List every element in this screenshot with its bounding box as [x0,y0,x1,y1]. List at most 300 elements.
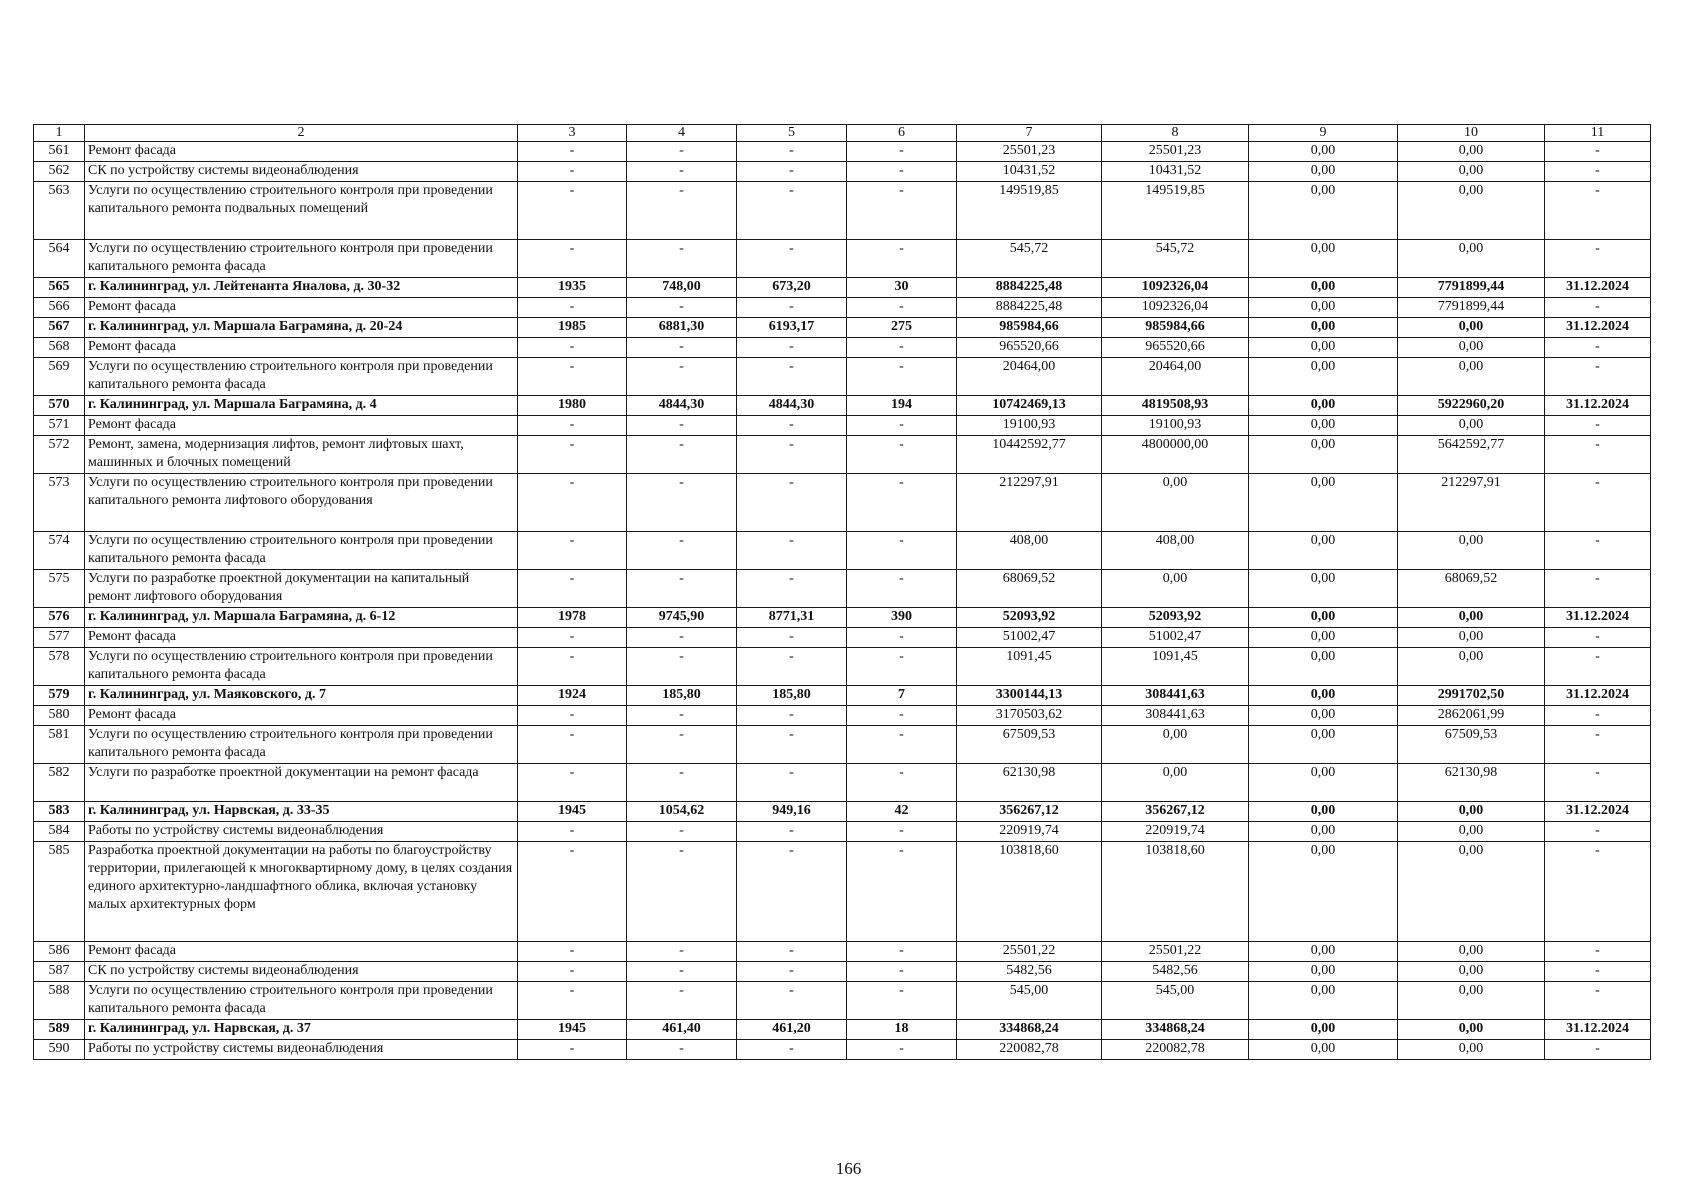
table-row [34,648,1651,686]
value-cell: - [737,182,847,240]
value-cell: 0,00 [1398,822,1545,842]
row-number-cell: 589 [34,1020,85,1040]
value-cell: 275 [847,318,957,338]
value-cell: - [518,142,627,162]
value-cell: - [1545,982,1651,1020]
value-cell: 408,00 [1102,532,1249,570]
row-number-cell: 563 [34,182,85,240]
table-row [34,1020,1651,1040]
description-cell: Работы по устройству системы видеонаблюдения [85,1040,518,1060]
value-cell: - [737,338,847,358]
value-cell: 42 [847,802,957,822]
value-cell: - [1545,416,1651,436]
value-cell: 3170503,62 [957,706,1102,726]
table-row [34,982,1651,1020]
value-cell: - [737,298,847,318]
description-cell: Услуги по осуществлению строительного контроля при проведении капитального ремонта подвальных помещений [85,182,518,240]
value-cell: 10431,52 [957,162,1102,182]
row-number-cell: 570 [34,396,85,416]
value-cell: 0,00 [1249,570,1398,608]
value-cell: 0,00 [1398,628,1545,648]
page-number: 166 [835,1159,862,1178]
value-cell: 0,00 [1249,474,1398,532]
row-number-cell: 561 [34,142,85,162]
value-cell: - [518,338,627,358]
value-cell: 194 [847,396,957,416]
value-cell: 5482,56 [957,962,1102,982]
value-cell: - [847,764,957,802]
value-cell: - [1545,648,1651,686]
value-cell: 0,00 [1249,416,1398,436]
value-cell: 31.12.2024 [1545,278,1651,298]
value-cell: - [518,532,627,570]
row-number-cell: 576 [34,608,85,628]
value-cell: - [518,436,627,474]
description-cell: Услуги по осуществлению строительного контроля при проведении капитального ремонта фасада [85,648,518,686]
value-cell: - [627,982,737,1020]
value-cell: 0,00 [1398,142,1545,162]
value-cell: 4844,30 [627,396,737,416]
value-cell: - [847,358,957,396]
header-cell: 4 [627,125,737,142]
value-cell: - [627,706,737,726]
value-cell: 0,00 [1249,532,1398,570]
value-cell: 748,00 [627,278,737,298]
table-row [34,570,1651,608]
table-row [34,162,1651,182]
value-cell: 220082,78 [1102,1040,1249,1060]
description-cell: г. Калининград, ул. Маяковского, д. 7 [85,686,518,706]
value-cell: - [627,648,737,686]
row-number-cell: 565 [34,278,85,298]
value-cell: 25501,22 [1102,942,1249,962]
value-cell: 461,20 [737,1020,847,1040]
value-cell: 0,00 [1249,802,1398,822]
table-row [34,942,1651,962]
value-cell: 0,00 [1398,182,1545,240]
value-cell: 149519,85 [1102,182,1249,240]
value-cell: - [627,962,737,982]
value-cell: 0,00 [1102,764,1249,802]
value-cell: 356267,12 [1102,802,1249,822]
value-cell: - [518,962,627,982]
value-cell: - [847,648,957,686]
value-cell: - [518,706,627,726]
value-cell: 985984,66 [1102,318,1249,338]
value-cell: 3300144,13 [957,686,1102,706]
row-number-cell: 578 [34,648,85,686]
value-cell: 390 [847,608,957,628]
value-cell: 25501,23 [1102,142,1249,162]
description-cell: Работы по устройству системы видеонаблюдения [85,822,518,842]
description-cell: Ремонт фасада [85,706,518,726]
value-cell: 25501,22 [957,942,1102,962]
value-cell: 67509,53 [1398,726,1545,764]
header-cell: 6 [847,125,957,142]
row-number-cell: 584 [34,822,85,842]
row-number-cell: 568 [34,338,85,358]
value-cell: - [847,532,957,570]
value-cell: 6881,30 [627,318,737,338]
row-number-cell: 585 [34,842,85,942]
value-cell: 1054,62 [627,802,737,822]
value-cell: 2991702,50 [1398,686,1545,706]
value-cell: 0,00 [1249,298,1398,318]
value-cell: - [737,358,847,396]
value-cell: 68069,52 [1398,570,1545,608]
table-row [34,338,1651,358]
table-row [34,822,1651,842]
row-number-cell: 567 [34,318,85,338]
value-cell: - [1545,962,1651,982]
value-cell: 0,00 [1398,416,1545,436]
table-row [34,764,1651,802]
value-cell: - [847,822,957,842]
row-number-cell: 581 [34,726,85,764]
table-row [34,842,1651,942]
value-cell: 10442592,77 [957,436,1102,474]
header-cell: 1 [34,125,85,142]
table-row [34,358,1651,396]
value-cell: - [847,240,957,278]
value-cell: - [627,628,737,648]
value-cell: - [1545,842,1651,942]
value-cell: 408,00 [957,532,1102,570]
value-cell: 4844,30 [737,396,847,416]
value-cell: - [847,1040,957,1060]
row-number-cell: 579 [34,686,85,706]
value-cell: 212297,91 [1398,474,1545,532]
value-cell: 1092326,04 [1102,298,1249,318]
value-cell: 545,00 [1102,982,1249,1020]
value-cell: 1978 [518,608,627,628]
value-cell: 1091,45 [1102,648,1249,686]
value-cell: - [847,570,957,608]
value-cell: 0,00 [1249,338,1398,358]
table-row [34,628,1651,648]
value-cell: 20464,00 [1102,358,1249,396]
description-cell: Ремонт фасада [85,416,518,436]
value-cell: 0,00 [1249,686,1398,706]
value-cell: 31.12.2024 [1545,1020,1651,1040]
value-cell: - [1545,764,1651,802]
row-number-cell: 572 [34,436,85,474]
description-cell: г. Калининград, ул. Лейтенанта Яналова, д. 30-32 [85,278,518,298]
row-number-cell: 580 [34,706,85,726]
description-cell: г. Калининград, ул. Маршала Баграмяна, д. 4 [85,396,518,416]
row-number-cell: 587 [34,962,85,982]
header-row [34,125,1651,142]
value-cell: 0,00 [1398,648,1545,686]
value-cell: 545,00 [957,982,1102,1020]
description-cell: Услуги по осуществлению строительного контроля при проведении капитального ремонта фасада [85,240,518,278]
value-cell: 356267,12 [957,802,1102,822]
value-cell: 0,00 [1249,842,1398,942]
value-cell: - [627,162,737,182]
value-cell: 30 [847,278,957,298]
value-cell: 7791899,44 [1398,278,1545,298]
value-cell: - [737,1040,847,1060]
value-cell: 31.12.2024 [1545,318,1651,338]
value-cell: 1980 [518,396,627,416]
value-cell: - [518,240,627,278]
value-cell: 0,00 [1249,182,1398,240]
value-cell: 19100,93 [1102,416,1249,436]
description-cell: Ремонт фасада [85,298,518,318]
value-cell: 545,72 [957,240,1102,278]
value-cell: 334868,24 [1102,1020,1249,1040]
value-cell: 103818,60 [957,842,1102,942]
value-cell: 0,00 [1398,802,1545,822]
value-cell: 0,00 [1398,240,1545,278]
header-cell: 3 [518,125,627,142]
value-cell: 0,00 [1398,338,1545,358]
value-cell: - [518,474,627,532]
value-cell: - [518,648,627,686]
row-number-cell: 569 [34,358,85,396]
value-cell: - [518,942,627,962]
value-cell: - [1545,240,1651,278]
value-cell: - [1545,532,1651,570]
value-cell: 673,20 [737,278,847,298]
value-cell: 0,00 [1249,628,1398,648]
value-cell: - [1545,182,1651,240]
header-cell: 2 [85,125,518,142]
value-cell: - [627,240,737,278]
value-cell: 308441,63 [1102,706,1249,726]
value-cell: - [737,532,847,570]
value-cell: - [518,298,627,318]
value-cell: 0,00 [1249,358,1398,396]
value-cell: 7791899,44 [1398,298,1545,318]
value-cell: 52093,92 [957,608,1102,628]
value-cell: 0,00 [1249,648,1398,686]
value-cell: 1091,45 [957,648,1102,686]
value-cell: 185,80 [627,686,737,706]
value-cell: - [627,436,737,474]
value-cell: 8884225,48 [957,278,1102,298]
value-cell: 0,00 [1249,318,1398,338]
value-cell: - [518,182,627,240]
description-cell: г. Калининград, ул. Нарвская, д. 33-35 [85,802,518,822]
table-row [34,396,1651,416]
value-cell: 0,00 [1398,942,1545,962]
value-cell: 1945 [518,1020,627,1040]
value-cell: 1092326,04 [1102,278,1249,298]
description-cell: Услуги по осуществлению строительного контроля при проведении капитального ремонта фасада [85,358,518,396]
value-cell: 0,00 [1102,570,1249,608]
value-cell: - [518,822,627,842]
value-cell: 20464,00 [957,358,1102,396]
value-cell: 0,00 [1249,240,1398,278]
value-cell: - [1545,338,1651,358]
value-cell: 949,16 [737,802,847,822]
value-cell: - [737,822,847,842]
value-cell: - [737,842,847,942]
value-cell: - [627,416,737,436]
table-row [34,706,1651,726]
value-cell: 1985 [518,318,627,338]
description-cell: Ремонт фасада [85,338,518,358]
table-row [34,240,1651,278]
value-cell: - [847,182,957,240]
value-cell: 0,00 [1249,822,1398,842]
value-cell: 0,00 [1249,142,1398,162]
value-cell: - [1545,706,1651,726]
value-cell: 965520,66 [1102,338,1249,358]
value-cell: - [847,338,957,358]
value-cell: - [518,162,627,182]
row-number-cell: 562 [34,162,85,182]
value-cell: 7 [847,686,957,706]
table-row [34,686,1651,706]
header-cell: 7 [957,125,1102,142]
value-cell: 0,00 [1249,436,1398,474]
value-cell: 0,00 [1398,1040,1545,1060]
table-row [34,1040,1651,1060]
row-number-cell: 571 [34,416,85,436]
value-cell: 9745,90 [627,608,737,628]
description-cell: Разработка проектной документации на работы по благоустройству территории, прилегающей к многоквартирному дому, в целях создания единого архитектурно-ландшафтного облика, включая установку малых архитектурных форм [85,842,518,942]
description-cell: Услуги по осуществлению строительного контроля при проведении капитального ремонта лифтового оборудования [85,474,518,532]
value-cell: - [518,416,627,436]
value-cell: - [847,474,957,532]
value-cell: - [518,842,627,942]
row-number-cell: 574 [34,532,85,570]
table-row [34,802,1651,822]
value-cell: - [847,942,957,962]
value-cell: 25501,23 [957,142,1102,162]
value-cell: 185,80 [737,686,847,706]
table-row [34,962,1651,982]
value-cell: 31.12.2024 [1545,396,1651,416]
description-cell: Услуги по осуществлению строительного контроля при проведении капитального ремонта фасада [85,532,518,570]
value-cell: - [737,942,847,962]
value-cell: 308441,63 [1102,686,1249,706]
value-cell: 0,00 [1249,764,1398,802]
row-number-cell: 582 [34,764,85,802]
row-number-cell: 564 [34,240,85,278]
value-cell: - [627,182,737,240]
value-cell: - [1545,822,1651,842]
value-cell: - [1545,628,1651,648]
value-cell: - [627,474,737,532]
value-cell: 0,00 [1398,532,1545,570]
table-row [34,318,1651,338]
description-cell: Услуги по разработке проектной документации на капитальный ремонт лифтового оборудования [85,570,518,608]
value-cell: - [737,570,847,608]
value-cell: 0,00 [1249,1020,1398,1040]
value-cell: - [737,142,847,162]
value-cell: 62130,98 [1398,764,1545,802]
value-cell: 1945 [518,802,627,822]
row-number-cell: 583 [34,802,85,822]
value-cell: 461,40 [627,1020,737,1040]
value-cell: 10431,52 [1102,162,1249,182]
value-cell: - [847,706,957,726]
value-cell: 2862061,99 [1398,706,1545,726]
value-cell: - [737,706,847,726]
header-cell: 10 [1398,125,1545,142]
value-cell: - [847,142,957,162]
value-cell: - [737,416,847,436]
value-cell: - [737,474,847,532]
row-number-cell: 566 [34,298,85,318]
table-row [34,726,1651,764]
value-cell: 985984,66 [957,318,1102,338]
row-number-cell: 573 [34,474,85,532]
value-cell: - [737,436,847,474]
description-cell: Услуги по осуществлению строительного контроля при проведении капитального ремонта фасада [85,982,518,1020]
value-cell: 0,00 [1249,162,1398,182]
value-cell: - [518,628,627,648]
value-cell: - [518,982,627,1020]
header-cell: 9 [1249,125,1398,142]
value-cell: 51002,47 [957,628,1102,648]
value-cell: - [737,162,847,182]
value-cell: - [737,648,847,686]
value-cell: - [627,358,737,396]
value-cell: - [627,842,737,942]
value-cell: 8771,31 [737,608,847,628]
value-cell: - [518,358,627,396]
description-cell: Услуги по разработке проектной документации на ремонт фасада [85,764,518,802]
value-cell: - [737,628,847,648]
value-cell: 31.12.2024 [1545,608,1651,628]
value-cell: 10742469,13 [957,396,1102,416]
value-cell: - [518,570,627,608]
value-cell: 0,00 [1249,278,1398,298]
value-cell: 68069,52 [957,570,1102,608]
value-cell: 220082,78 [957,1040,1102,1060]
value-cell: - [737,982,847,1020]
value-cell: 103818,60 [1102,842,1249,942]
value-cell: - [1545,726,1651,764]
value-cell: - [1545,298,1651,318]
description-cell: г. Калининград, ул. Нарвская, д. 37 [85,1020,518,1040]
description-cell: Ремонт фасада [85,628,518,648]
value-cell: 0,00 [1249,962,1398,982]
value-cell: 0,00 [1398,962,1545,982]
value-cell: - [627,532,737,570]
value-cell: 4800000,00 [1102,436,1249,474]
value-cell: 6193,17 [737,318,847,338]
value-cell: - [737,764,847,802]
table-row [34,142,1651,162]
value-cell: 0,00 [1398,162,1545,182]
value-cell: 0,00 [1398,842,1545,942]
value-cell: 67509,53 [957,726,1102,764]
header-cell: 8 [1102,125,1249,142]
value-cell: 0,00 [1398,982,1545,1020]
value-cell: 62130,98 [957,764,1102,802]
value-cell: - [847,436,957,474]
value-cell: 0,00 [1102,726,1249,764]
value-cell: 18 [847,1020,957,1040]
value-cell: - [627,726,737,764]
value-cell: 8884225,48 [957,298,1102,318]
value-cell: - [518,1040,627,1060]
value-cell: 0,00 [1249,1040,1398,1060]
table-row [34,532,1651,570]
value-cell: - [847,726,957,764]
value-cell: 51002,47 [1102,628,1249,648]
description-cell: Ремонт фасада [85,942,518,962]
description-cell: Ремонт, замена, модернизация лифтов, ремонт лифтовых шахт, машинных и блочных помещений [85,436,518,474]
value-cell: - [1545,942,1651,962]
value-cell: - [1545,474,1651,532]
value-cell: 0,00 [1398,358,1545,396]
